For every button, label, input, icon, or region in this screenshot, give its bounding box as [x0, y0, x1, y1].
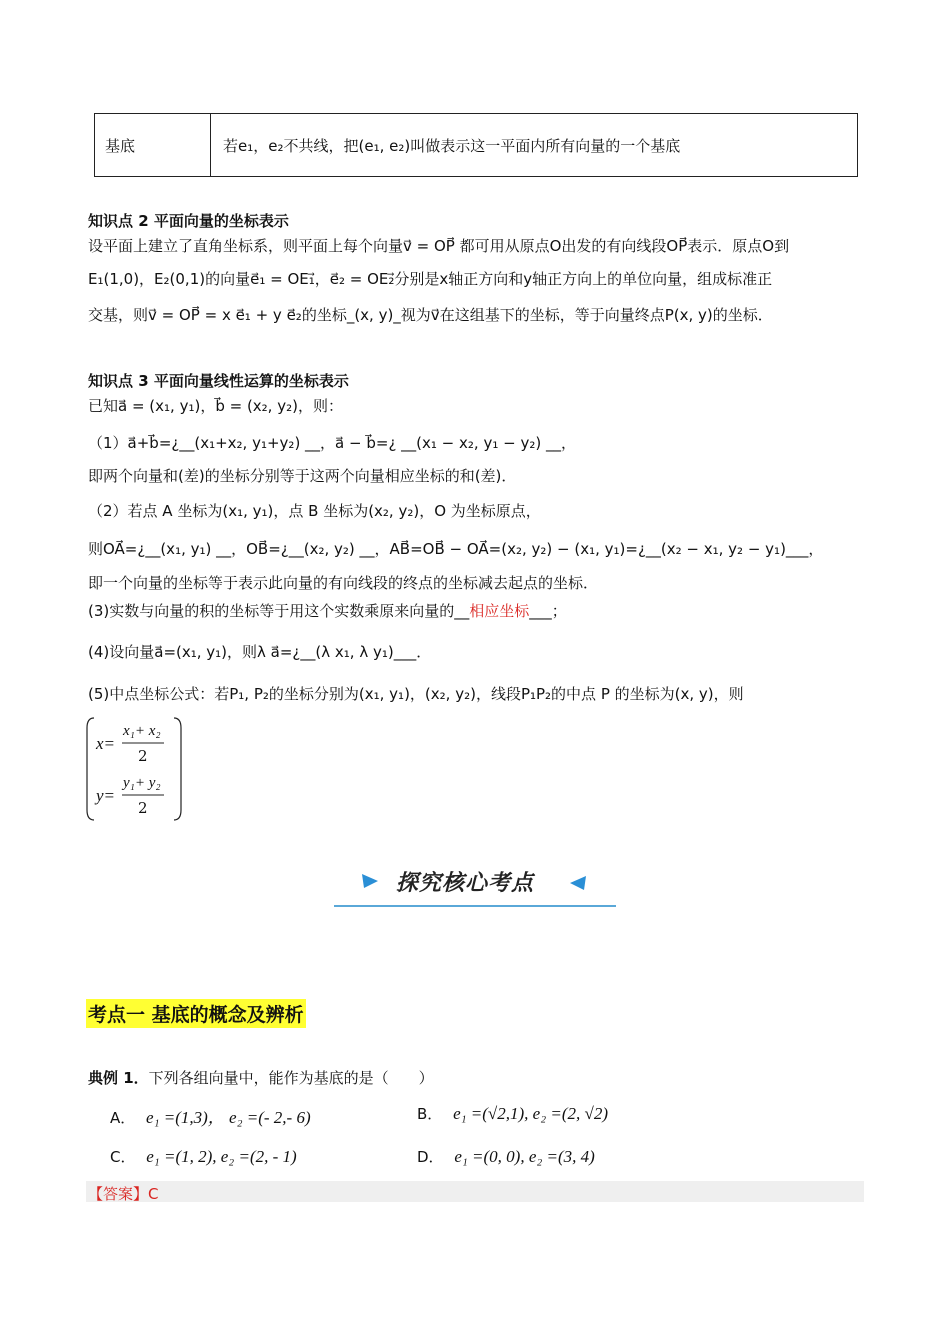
- section1-title: 考点一 基底的概念及辨析: [86, 999, 306, 1028]
- option-a[interactable]: [110, 1103, 311, 1128]
- formula-x-lhs: x=: [96, 734, 116, 753]
- kp3-item1b: 即两个向量和(差)的坐标分别等于这两个向量相应坐标的和(差)．: [88, 467, 517, 485]
- option-d-text: e₁ =(0, 0), e₂ =(3, 4): [454, 1147, 595, 1166]
- kp3-item3-suffix: ___；: [529, 602, 567, 620]
- option-a-text: e₁ =(1,3)， e₂ =(- 2,- 6): [146, 1108, 311, 1127]
- kp3-title: 知识点 3 平面向量线性运算的坐标表示: [88, 372, 349, 390]
- option-c-letter: C．: [110, 1148, 136, 1166]
- kp2-line2: E₁(1,0)，E₂(0,1)的向量e⃗₁ = OE₁⃗，e⃗₂ = OE₂⃗分别是x轴正方向和y轴正方向上的单位向量，组成标准正: [88, 270, 773, 288]
- midpoint-formula: [86, 716, 182, 822]
- option-b-letter: B．: [417, 1105, 443, 1123]
- basis-label: 基底: [95, 114, 211, 177]
- kp2-line1: 设平面上建立了直角坐标系，则平面上每个向量v⃗ = OP⃗ 都可用从原点O出发的有向线段OP⃗表示．原点O到: [88, 237, 790, 255]
- option-b-text: e₁ =(√2,1), e₂ =(2, √2): [453, 1104, 608, 1123]
- example1-question: [88, 1067, 434, 1088]
- formula-x-den: 2: [138, 747, 148, 765]
- answer-label: 【答案】: [88, 1185, 149, 1203]
- basis-definition: 若e₁，e₂不共线，把(e₁, e₂)叫做表示这一平面内所有向量的一个基底: [211, 114, 858, 177]
- answer-value: C: [148, 1185, 159, 1203]
- kp3-item2b: 则OA⃗=¿__(x₁, y₁) __，OB⃗=¿__(x₂, y₂) __，AB⃗=OB⃗ − OA⃗=(x₂, y₂) − (x₁, y₁)=¿__(x₂ − x₁, y₂ − y₁)___，: [88, 540, 824, 558]
- option-c-text: e₁ =(1, 2), e₂ =(2, - 1): [146, 1147, 297, 1166]
- basis-table: [94, 113, 858, 177]
- option-c[interactable]: [110, 1146, 297, 1167]
- answer-bar: [86, 1181, 864, 1202]
- option-a-letter: A．: [110, 1109, 136, 1127]
- formula-y-num: y₁+ y₂: [123, 775, 161, 791]
- kp3-known: 已知a⃗ = (x₁, y₁)，b⃗ = (x₂, y₂)，则：: [88, 397, 343, 415]
- formula-y-lhs: y=: [96, 786, 116, 805]
- kp3-item1: （1）a⃗+b⃗=¿__(x₁+x₂, y₁+y₂) __，a⃗ − b⃗=¿ __(x₁ − x₂, y₁ − y₂) __，: [88, 434, 576, 452]
- kp3-item2c: 即一个向量的坐标等于表示此向量的有向线段的终点的坐标减去起点的坐标．: [88, 574, 599, 592]
- kp2-title: 知识点 2 平面向量的坐标表示: [88, 212, 289, 230]
- example1-label: 典例 1．: [88, 1069, 149, 1087]
- kp3-item3-red: 相应坐标: [469, 602, 530, 620]
- formula-x-num: x₁+ x₂: [123, 723, 161, 739]
- banner-left-arrow-icon: [360, 872, 380, 894]
- banner-underline: [334, 905, 616, 907]
- example1-text: 下列各组向量中，能作为基底的是（ ）: [148, 1069, 434, 1087]
- kp3-item3-prefix: (3)实数与向量的积的坐标等于用这个实数乘原来向量的__: [88, 602, 470, 620]
- banner-title: 探究核心考点: [396, 871, 535, 896]
- kp3-item3: [88, 600, 567, 621]
- kp3-item4: (4)设向量a⃗=(x₁, y₁)，则λ a⃗=¿__(λ x₁, λ y₁)___．: [88, 643, 432, 661]
- formula-y-den: 2: [138, 799, 148, 817]
- answer: [88, 1183, 159, 1204]
- kp3-item5: (5)中点坐标公式：若P₁, P₂的坐标分别为(x₁, y₁)，(x₂, y₂)，线段P₁P₂的中点 P 的坐标为(x, y)，则: [88, 685, 744, 703]
- option-d-letter: D．: [417, 1148, 444, 1166]
- option-b[interactable]: [417, 1103, 608, 1124]
- kp3-item2: （2）若点 A 坐标为(x₁, y₁)，点 B 坐标为(x₂, y₂)，O 为坐标原点，: [88, 502, 541, 520]
- option-d[interactable]: [417, 1146, 595, 1167]
- kp2-line3: 交基，则v⃗ = OP⃗ = x e⃗₁ + y e⃗₂的坐标_(x, y)_视为v⃗在这组基下的坐标，等于向量终点P(x, y)的坐标．: [88, 306, 773, 324]
- banner-right-arrow-icon: [568, 874, 588, 896]
